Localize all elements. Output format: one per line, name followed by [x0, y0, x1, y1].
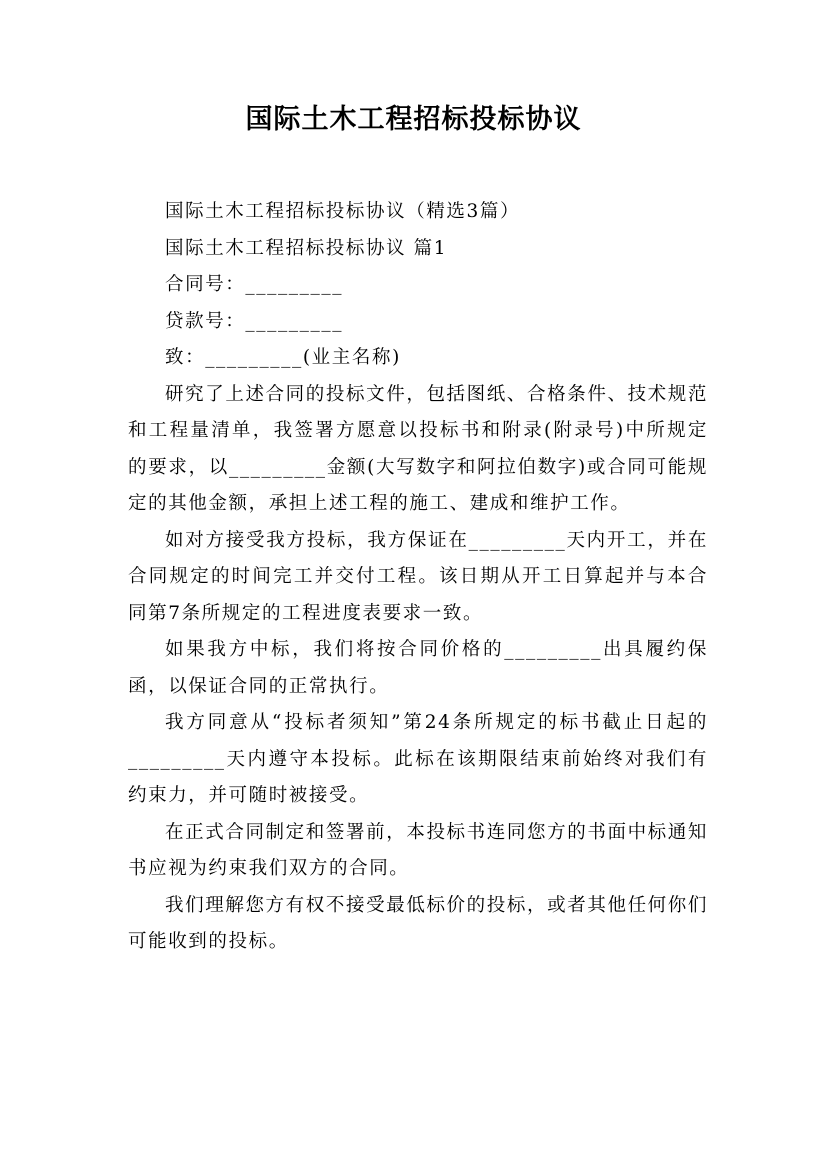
body-paragraph [128, 815, 708, 888]
paragraph-text-after: 天内遵守本投标。此标在该期限结束前始终对我们有约束力，并可随时被接受。 [128, 748, 708, 806]
body-paragraph [128, 632, 708, 705]
document-title: 国际土木工程招标投标协议 [245, 104, 582, 135]
paragraph-blank: _________ [128, 748, 226, 770]
paragraph-text-before: 我方同意从“投标者须知”第24条所规定的标书截止日起的 [165, 712, 708, 733]
contract-number-field [128, 267, 708, 304]
paragraph-text-before: 如果我方中标，我们将按合同价格的 [165, 639, 505, 660]
contract-number-label: 合同号： [165, 274, 246, 295]
loan-number-blank: _________ [245, 310, 344, 332]
paragraph-blank: _________ [468, 529, 567, 551]
body-paragraph [128, 705, 708, 815]
subtitle-line: 国际土木工程招标投标协议（精选3篇） [165, 201, 521, 222]
paragraph-blank: _________ [228, 456, 327, 478]
paragraph-text-after: 天内开工，并在合同规定的时间完工并交付工程。该日期从开工日算起并与本合同第7条所规定的工程进度表要求一致。 [128, 529, 708, 624]
addressee-label: 致： [165, 347, 206, 368]
paragraph-text: 在正式合同制定和签署前，本投标书连同您方的书面中标通知书应视为约束我们双方的合同。 [128, 821, 708, 879]
loan-number-field [128, 304, 708, 341]
paragraph-text-after: 出具履约保函，以保证合同的正常执行。 [128, 639, 708, 697]
contract-number-blank: _________ [245, 274, 344, 295]
body-paragraph [128, 888, 708, 961]
paragraph-text: 我们理解您方有权不接受最低标价的投标，或者其他任何你们可能收到的投标。 [128, 894, 708, 952]
paragraph-blank: _________ [504, 639, 602, 660]
document-body [128, 194, 708, 961]
section-heading: 国际土木工程招标投标协议 篇1 [165, 237, 448, 259]
addressee-suffix: (业主名称) [302, 347, 401, 368]
paragraph-text-before: 研究了上述合同的投标文件，包括图纸、合格条件、技术规范和工程量清单，我签署方愿意以投标书和附录(附录号)中所规定的要求，以 [128, 383, 708, 478]
addressee-blank: _________ [205, 347, 303, 368]
loan-number-label: 贷款号： [165, 310, 246, 332]
body-paragraph [128, 377, 708, 523]
paragraph-text-after: 金额(大写数字和阿拉伯数字)或合同可能规定的其他金额，承担上述工程的施工、建成和维护工作。 [128, 456, 708, 514]
addressee-field [128, 340, 708, 377]
paragraph-text-before: 如对方接受我方投标，我方保证在 [165, 529, 469, 551]
body-paragraph [128, 523, 708, 633]
